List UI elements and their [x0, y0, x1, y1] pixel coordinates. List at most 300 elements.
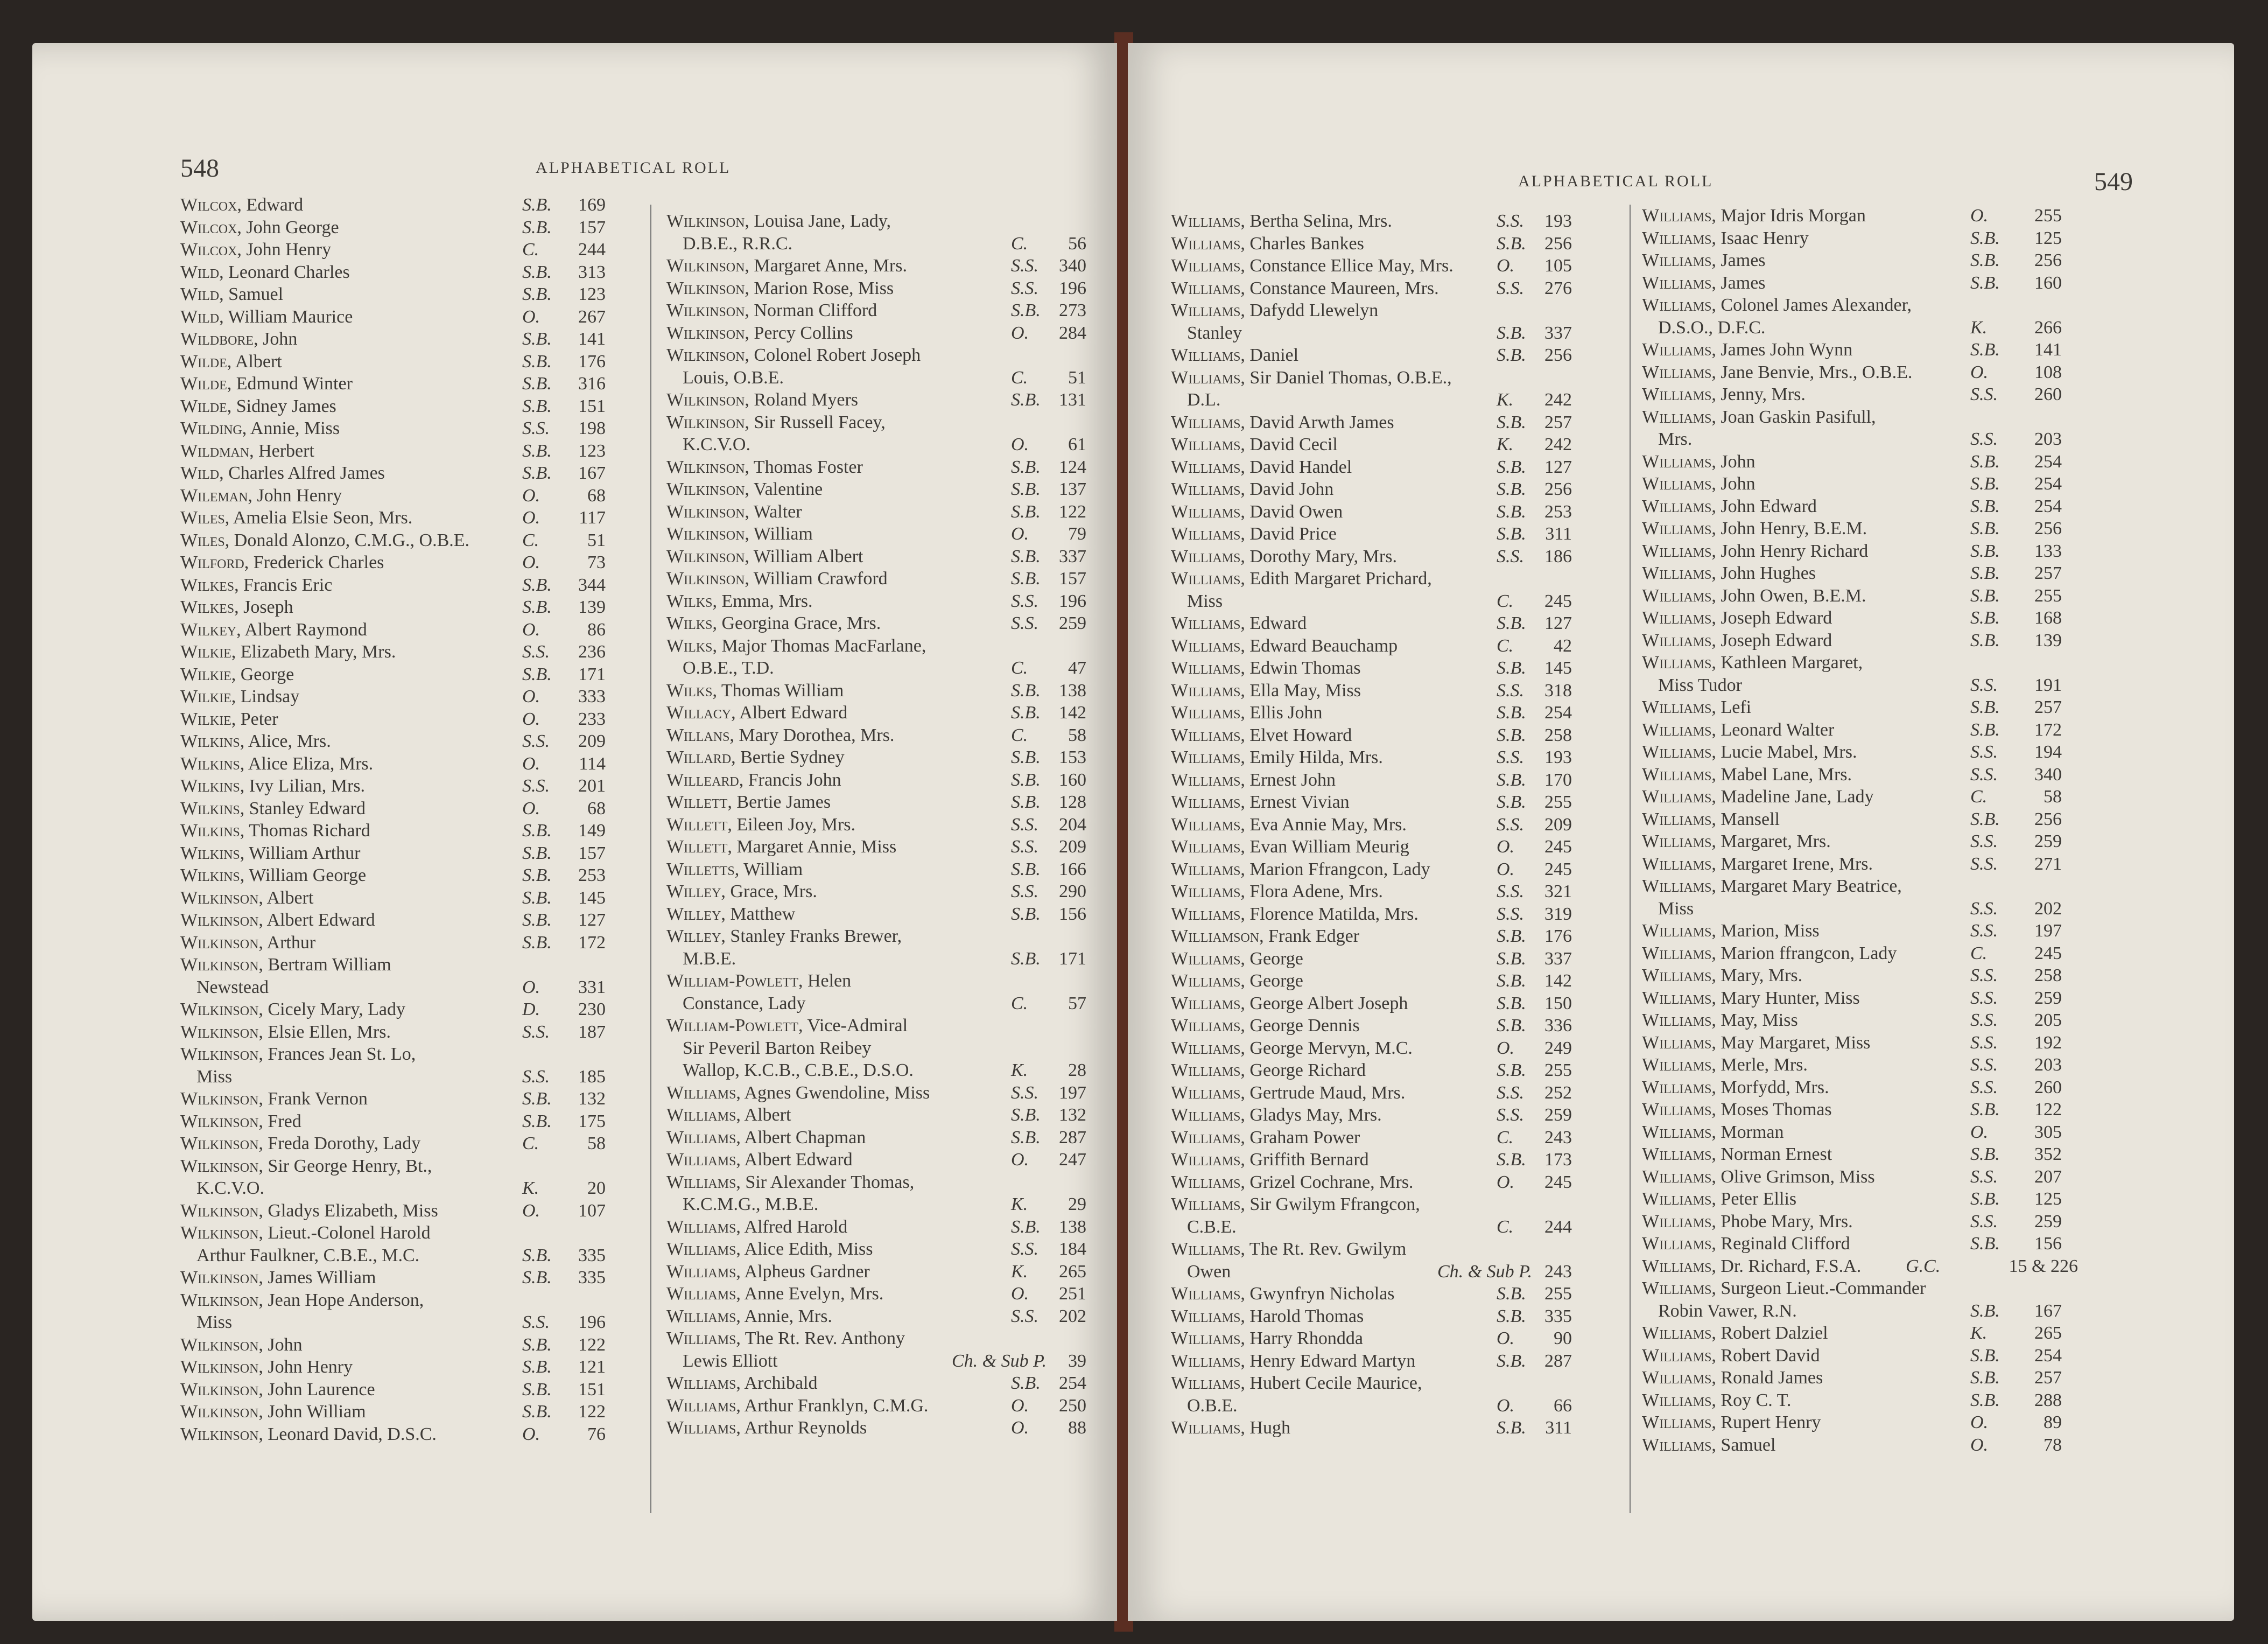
roll-entry	[1642, 652, 2126, 696]
entry-name: Wilkins, William George	[180, 865, 367, 885]
entry-surname: Williams	[1171, 680, 1241, 701]
entry-surname: Williams	[1171, 211, 1241, 231]
roll-entry	[1171, 746, 1618, 769]
roll-entry	[180, 1043, 622, 1088]
roll-entry	[180, 685, 622, 708]
entry-surname: Willey	[666, 926, 721, 946]
entry-page: 254	[1544, 703, 1572, 723]
entry-page: 259	[1059, 613, 1086, 633]
entry-name: Williams, John Edward	[1642, 496, 1817, 516]
entry-surname: Wilkinson	[180, 1357, 259, 1377]
roll-entry	[180, 328, 622, 351]
roll-entry	[666, 814, 1108, 836]
roll-entry	[1171, 1149, 1618, 1171]
roll-entry	[666, 1305, 1108, 1328]
entry-name: Williams, Samuel	[1642, 1435, 1776, 1455]
entry-category: S.S.	[1011, 613, 1038, 633]
entry-page: 256	[1544, 479, 1572, 499]
entry-name: Williams, David Price	[1171, 524, 1337, 544]
entry-page: 288	[2034, 1390, 2062, 1410]
entry-surname: Williams	[1642, 250, 1712, 270]
roll-entry	[1171, 1037, 1618, 1060]
entry-category: S.B.	[522, 664, 552, 684]
entry-surname: Williams	[1171, 479, 1241, 499]
entry-page: 151	[578, 1379, 606, 1400]
entry-surname: Williams	[1642, 1032, 1712, 1053]
entry-page: 105	[1544, 256, 1572, 276]
entry-surname: Wilkinson	[180, 1134, 259, 1153]
roll-entry	[666, 1171, 1108, 1216]
entry-category: S.S.	[1970, 1211, 1998, 1232]
entry-surname: Williams	[1171, 1373, 1241, 1393]
entry-name: Williams, Daniel	[1171, 345, 1299, 365]
roll-entry	[1642, 495, 2126, 518]
entry-name: Williams, Hubert Cecile Maurice,	[1171, 1373, 1422, 1393]
entry-category: S.B.	[522, 932, 552, 953]
entry-name: Williams, Lefi	[1642, 697, 1752, 717]
entry-surname: Williams	[1642, 496, 1712, 516]
entry-page: 172	[578, 932, 606, 953]
entry-surname: Williams	[1171, 345, 1241, 365]
entry-surname: Williams	[666, 1261, 736, 1282]
entry-category: S.B.	[522, 1245, 552, 1265]
entry-page: 76	[587, 1424, 606, 1444]
entry-surname: Williams	[1642, 1412, 1712, 1432]
entry-page: 88	[1068, 1418, 1086, 1438]
entry-name: Williams, May, Miss	[1642, 1010, 1798, 1030]
entry-category: S.B.	[522, 910, 552, 930]
entry-category: C.	[1011, 658, 1028, 678]
roll-entry	[1642, 272, 2126, 295]
entry-name: Wilkinson, Margaret Anne, Mrs.	[666, 256, 907, 276]
entry-page: 176	[578, 351, 606, 372]
entry-page: 287	[1544, 1351, 1572, 1371]
entry-category: O.	[1497, 1172, 1515, 1192]
roll-entry	[666, 1261, 1108, 1283]
roll-entry	[1642, 1054, 2126, 1076]
entry-continuation: O.B.E.	[1187, 1395, 1238, 1416]
entry-page: 204	[1059, 814, 1086, 835]
roll-entry	[666, 791, 1108, 814]
entry-name: Wilkinson, Frances Jean St. Lo,	[180, 1044, 416, 1064]
entry-category: S.B.	[522, 1089, 552, 1109]
roll-entry	[1171, 1171, 1618, 1194]
entry-surname: Williams	[1642, 1323, 1712, 1343]
entry-page: 20	[587, 1178, 606, 1198]
entry-category: S.B.	[522, 887, 552, 908]
entry-name: Wilkinson, William	[666, 524, 813, 544]
roll-entry	[1642, 383, 2126, 406]
entry-page: 114	[579, 753, 606, 774]
roll-entry	[180, 775, 622, 797]
roll-entry	[1642, 1389, 2126, 1412]
entry-page: 319	[1544, 904, 1572, 924]
entry-name: Williams, Mary, Mrs.	[1642, 966, 1803, 985]
entry-name: Wilkinson, Walter	[666, 501, 802, 522]
entry-category: S.B.	[522, 440, 552, 461]
entry-surname: Williams	[1171, 1038, 1241, 1058]
entry-page: 167	[578, 463, 606, 483]
entry-name: Williams, The Rt. Rev. Anthony	[666, 1328, 905, 1348]
entry-surname: Williams	[1171, 1105, 1241, 1125]
roll-entry	[666, 210, 1108, 255]
entry-page: 145	[1544, 658, 1572, 678]
entry-name: Wilkins, Stanley Edward	[180, 798, 366, 818]
entry-name: Willett, Eileen Joy, Mrs.	[666, 814, 856, 835]
entry-surname: Williams	[1171, 1239, 1241, 1259]
entry-page: 260	[2034, 384, 2062, 404]
entry-page: 258	[2034, 966, 2062, 985]
entry-surname: Williams	[1171, 814, 1241, 835]
running-head: ALPHABETICAL ROLL	[1518, 172, 1714, 190]
entry-name: Wilkinson, Norman Clifford	[666, 300, 877, 320]
entry-surname: Williams	[1642, 764, 1712, 785]
roll-entry	[666, 746, 1108, 769]
entry-surname: Williams	[1642, 719, 1712, 740]
entry-name: Wilkie, Lindsay	[180, 687, 300, 706]
entry-surname: Williams	[666, 1395, 736, 1416]
entry-page: 123	[578, 440, 606, 461]
entry-surname: Williams	[1171, 1060, 1241, 1080]
roll-entry	[180, 216, 622, 239]
entry-surname: Williams	[1171, 1016, 1241, 1036]
entry-surname: Willeard	[666, 769, 739, 790]
entry-category: O.	[1011, 1395, 1029, 1416]
entry-surname: Williams	[1642, 1010, 1712, 1030]
entry-surname: Williams	[1171, 792, 1241, 812]
entry-category: S.B.	[1970, 228, 2000, 248]
entry-surname: Williams	[1642, 1189, 1712, 1209]
entry-category: Ch. & Sub P.	[1437, 1261, 1533, 1282]
entry-category: S.S.	[1970, 742, 1998, 762]
entry-surname: Williams	[1642, 1345, 1712, 1366]
entry-category: S.B.	[1497, 345, 1526, 365]
entry-category: S.B.	[522, 374, 552, 394]
entry-page: 209	[578, 731, 606, 751]
entry-page: 196	[1059, 591, 1086, 611]
entry-surname: Williams	[1642, 809, 1712, 829]
entry-name: Willett, Bertie James	[666, 792, 831, 812]
entry-category: S.B.	[1970, 474, 2000, 494]
entry-page: 39	[1068, 1351, 1086, 1371]
roll-entry	[180, 1334, 622, 1356]
entry-name: Williams, Morfydd, Mrs.	[1642, 1077, 1829, 1097]
roll-entry	[666, 523, 1108, 545]
entry-continuation: Robin Vawer, R.N.	[1658, 1300, 1797, 1321]
entry-surname: Wilkie	[180, 709, 231, 729]
entry-category: O.	[522, 753, 540, 774]
entry-surname: Wilkinson	[666, 278, 745, 298]
entry-category: K.	[1497, 435, 1514, 454]
entry-category: S.B.	[522, 843, 552, 863]
entry-page: 255	[2034, 585, 2062, 606]
entry-page: 352	[2034, 1144, 2062, 1164]
entry-category: S.B.	[1497, 703, 1526, 723]
entry-category: S.B.	[1970, 1345, 2000, 1366]
entry-page: 127	[1544, 457, 1572, 477]
entry-page: 151	[578, 396, 606, 416]
entry-category: O.	[522, 508, 540, 528]
entry-name: William-Powlett, Helen	[666, 971, 852, 991]
entry-page: 337	[1059, 546, 1086, 566]
entry-category: S.B.	[1011, 569, 1041, 589]
roll-entry	[1642, 361, 2126, 384]
entry-name: Willeard, Francis John	[666, 769, 841, 790]
entry-name: Wilkie, Peter	[180, 709, 278, 729]
entry-name: Williams, John Owen, B.E.M.	[1642, 585, 1866, 606]
entry-page: 193	[1544, 747, 1572, 767]
entry-category: S.S.	[1970, 1166, 1998, 1187]
entry-name: Wilkinson, Sir Russell Facey,	[666, 412, 886, 432]
entry-category: S.B.	[1011, 680, 1041, 701]
entry-surname: Williams	[1642, 787, 1712, 807]
entry-continuation: Miss	[196, 1066, 233, 1087]
entry-page: 287	[1059, 1127, 1086, 1148]
entry-page: 257	[2034, 563, 2062, 583]
entry-page: 131	[1059, 390, 1086, 410]
entry-name: Williams, May Margaret, Miss	[1642, 1032, 1871, 1053]
entry-page: 57	[1068, 993, 1086, 1013]
column-2	[1642, 205, 2126, 1456]
entry-category: S.B.	[1497, 323, 1526, 343]
entry-surname: Williams	[666, 1284, 736, 1304]
entry-page: 276	[1544, 278, 1572, 298]
entry-name: Williams, Harold Thomas	[1171, 1306, 1364, 1326]
entry-surname: Williams	[1171, 278, 1241, 298]
roll-entry	[1642, 764, 2126, 786]
entry-name: Williams, Robert Dalziel	[1642, 1323, 1828, 1343]
entry-page: 107	[578, 1200, 606, 1221]
entry-page: 185	[578, 1066, 606, 1087]
entry-surname: Wilkes	[180, 575, 235, 595]
entry-category: O.	[522, 709, 540, 729]
entry-name: Wilcox, John George	[180, 217, 339, 237]
roll-entry	[180, 887, 622, 910]
entry-surname: Wilde	[180, 351, 227, 372]
entry-category: O.	[1011, 323, 1029, 343]
entry-page: 197	[1059, 1082, 1086, 1103]
entry-category: S.B.	[522, 865, 552, 885]
entry-name: Wilcox, John Henry	[180, 240, 332, 260]
entry-surname: Wilkinson	[180, 887, 259, 908]
entry-category: S.B.	[1011, 1127, 1041, 1148]
entry-category: S.B.	[1970, 719, 2000, 740]
entry-page: 259	[2034, 831, 2062, 851]
roll-entry	[180, 440, 622, 463]
entry-category: K.	[1970, 1323, 1988, 1343]
entry-page: 256	[1544, 345, 1572, 365]
entry-name: Williams, Dr. Richard, F.S.A.	[1642, 1256, 1862, 1276]
roll-entry	[1171, 903, 1618, 926]
entry-name: Wilkinson, Freda Dorothy, Lady	[180, 1134, 421, 1153]
entry-surname: Williams	[1171, 1150, 1241, 1170]
roll-entry	[1642, 1411, 2126, 1434]
entry-name: Williams, Archibald	[666, 1373, 818, 1393]
roll-entry	[1642, 629, 2126, 652]
entry-name: Williams, Mary Hunter, Miss	[1642, 988, 1860, 1008]
entry-page: 193	[1544, 211, 1572, 231]
entry-page: 257	[1544, 412, 1572, 432]
entry-page: 108	[2034, 362, 2062, 382]
entry-name: Williams, Lucie Mabel, Mrs.	[1642, 742, 1857, 762]
entry-surname: Willett	[666, 837, 728, 857]
entry-surname: Wilkins	[180, 865, 240, 885]
entry-page: 316	[578, 374, 606, 394]
entry-page: 331	[578, 977, 606, 997]
roll-entry	[1171, 702, 1618, 724]
entry-surname: Wilkinson	[666, 569, 745, 589]
entry-page: 196	[1059, 278, 1086, 298]
entry-category: O.	[1970, 362, 1989, 382]
entry-surname: Wilkinson	[180, 1268, 259, 1288]
roll-entry	[1642, 1099, 2126, 1121]
entry-surname: Wilkinson	[180, 932, 259, 953]
entry-page: 254	[2034, 451, 2062, 472]
roll-entry	[1642, 875, 2126, 920]
entry-category: S.S.	[1497, 882, 1524, 901]
entry-continuation: Lewis Elliott	[683, 1351, 778, 1371]
entry-name: Williams, Sir Daniel Thomas, O.B.E.,	[1171, 367, 1452, 388]
entry-surname: Wilkins	[180, 843, 240, 863]
entry-continuation: D.B.E., R.R.C.	[683, 233, 793, 254]
entry-page: 256	[2034, 250, 2062, 270]
entry-name: Wilkey, Albert Raymond	[180, 619, 367, 640]
entry-category: C.	[1011, 725, 1028, 745]
entry-continuation: C.B.E.	[1187, 1216, 1237, 1237]
entry-name: Wilkinson, Gladys Elizabeth, Miss	[180, 1200, 438, 1221]
entry-surname: Williams	[1642, 653, 1712, 673]
roll-entry	[1642, 406, 2126, 451]
entry-category: S.S.	[1011, 1082, 1038, 1103]
entry-surname: Williams	[1171, 1328, 1241, 1348]
entry-category: O.	[1011, 1150, 1029, 1170]
entry-name: Wilkinson, Louisa Jane, Lady,	[666, 211, 891, 231]
entry-surname: Williams	[1171, 457, 1241, 477]
entry-surname: Williams	[1171, 256, 1241, 276]
entry-page: 139	[578, 597, 606, 617]
entry-category: S.S.	[1497, 278, 1524, 298]
entry-category: C.	[1011, 993, 1028, 1013]
entry-page: 89	[2044, 1412, 2062, 1432]
entry-category: O.	[1497, 1395, 1515, 1416]
entry-category: S.S.	[1970, 384, 1998, 404]
roll-entry	[666, 478, 1108, 501]
entry-surname: Williams	[666, 1306, 736, 1326]
entry-page: 202	[2034, 898, 2062, 919]
entry-category: O.	[1011, 1418, 1029, 1438]
entry-page: 256	[2034, 519, 2062, 538]
entry-page: 255	[2034, 206, 2062, 226]
roll-entry	[666, 501, 1108, 523]
entry-surname: William-Powlett	[666, 1016, 798, 1036]
entry-name: Wilkinson, Albert	[180, 887, 314, 908]
entry-name: Williams, Agnes Gwendoline, Miss	[666, 1082, 930, 1103]
entry-name: Williams, Rupert Henry	[1642, 1412, 1821, 1432]
roll-entry	[1642, 987, 2126, 1010]
roll-entry	[180, 619, 622, 641]
entry-category: K.	[1011, 1060, 1028, 1080]
entry-page: 157	[578, 843, 606, 863]
roll-entry	[1171, 367, 1618, 411]
entry-name: Williams, John Henry Richard	[1642, 541, 1869, 561]
entry-surname: Wilkey	[180, 619, 237, 640]
entry-surname: Williams	[1171, 859, 1241, 879]
entry-category: S.S.	[522, 418, 550, 438]
entry-category: S.S.	[1011, 837, 1038, 857]
roll-entry	[666, 858, 1108, 881]
entry-category: S.S.	[522, 776, 550, 796]
entry-surname: Williams	[666, 1172, 736, 1192]
roll-entry	[666, 545, 1108, 568]
roll-entry	[1171, 1127, 1618, 1149]
column-1	[1171, 210, 1618, 1439]
entry-name: Williamson, Frank Edger	[1171, 926, 1360, 946]
entry-category: G.C.	[1906, 1256, 1941, 1276]
roll-entry	[1642, 339, 2126, 361]
entry-name: Wilkinson, John Laurence	[180, 1379, 375, 1400]
roll-entry	[180, 417, 622, 440]
roll-entry	[1171, 233, 1618, 255]
roll-entry	[1171, 210, 1618, 233]
entry-name: Wilks, Emma, Mrs.	[666, 591, 813, 611]
entry-category: S.B.	[1011, 948, 1041, 969]
entry-category: S.B.	[522, 1402, 552, 1422]
entry-category: C.	[1011, 367, 1028, 388]
entry-surname: Williams	[1642, 407, 1712, 427]
entry-page: 142	[1059, 703, 1086, 723]
entry-name: Williams, Ellis John	[1171, 703, 1323, 723]
entry-name: Williams, Major Idris Morgan	[1642, 206, 1866, 226]
entry-page: 259	[2034, 988, 2062, 1008]
entry-surname: Wilkes	[180, 597, 235, 617]
entry-category: K.	[1497, 390, 1514, 410]
entry-page: 230	[578, 999, 606, 1019]
entry-category: S.B.	[1970, 1189, 2000, 1209]
roll-entry	[1642, 473, 2126, 495]
entry-name: Wilkins, William Arthur	[180, 843, 361, 863]
entry-category: S.B.	[1497, 1351, 1526, 1371]
entry-page: 157	[1059, 569, 1086, 589]
entry-page: 127	[1544, 613, 1572, 633]
entry-category: C.	[1970, 787, 1988, 807]
roll-entry	[1171, 545, 1618, 568]
roll-entry	[666, 456, 1108, 479]
entry-name: Wilkes, Joseph	[180, 597, 293, 617]
entry-page: 28	[1068, 1060, 1086, 1080]
entry-category: S.B.	[1970, 1300, 2000, 1321]
entry-surname: Williams	[1171, 882, 1241, 901]
entry-continuation: M.B.E.	[683, 948, 736, 969]
entry-category: S.B.	[1011, 904, 1041, 924]
roll-entry	[666, 1283, 1108, 1305]
entry-surname: Williams	[1642, 943, 1712, 963]
entry-category: S.B.	[1970, 563, 2000, 583]
entry-page: 203	[2034, 1055, 2062, 1075]
entry-name: Williams, Phobe Mary, Mrs.	[1642, 1211, 1853, 1232]
entry-page: 122	[578, 1402, 606, 1422]
roll-entry	[180, 864, 622, 887]
entry-category: O.	[1011, 524, 1029, 544]
roll-entry	[1171, 1015, 1618, 1037]
entry-surname: Williams	[1642, 1256, 1712, 1276]
roll-entry	[1642, 1277, 2126, 1322]
roll-entry	[180, 753, 622, 775]
entry-category: S.B.	[522, 1379, 552, 1400]
roll-entry	[1171, 836, 1618, 858]
entry-category: D.	[522, 999, 540, 1019]
roll-entry	[1171, 1104, 1618, 1127]
roll-entry	[1642, 719, 2126, 741]
